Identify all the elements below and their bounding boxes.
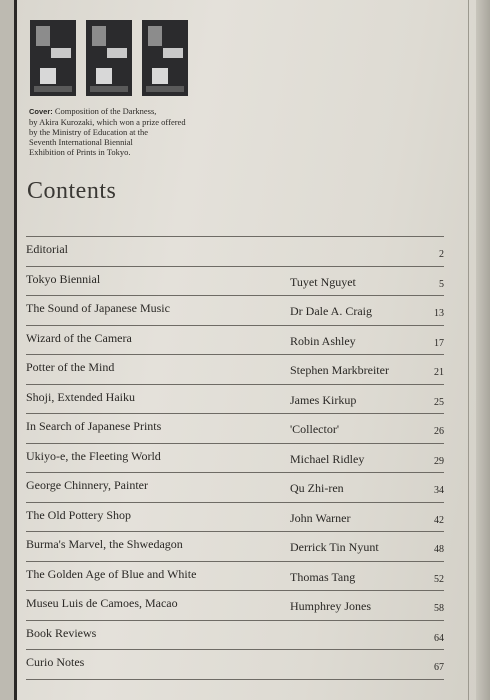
toc-row[interactable] (26, 236, 444, 266)
page-stack-edge (476, 0, 490, 700)
toc-page: 5 (439, 278, 444, 290)
toc-title: Potter of the Mind (26, 360, 115, 374)
toc-title: Curio Notes (26, 655, 85, 669)
toc-author: Humphrey Jones (290, 599, 371, 613)
toc-page: 25 (434, 396, 444, 408)
toc-title: Burma's Marvel, the Shwedagon (26, 537, 183, 551)
toc-author: Tuyet Nguyet (290, 274, 356, 289)
toc-page: 29 (434, 455, 444, 467)
toc-page: 52 (434, 573, 444, 585)
toc-title: Editorial (26, 242, 68, 256)
toc-author: John Warner (290, 510, 351, 525)
toc-page: 42 (434, 514, 444, 526)
toc-author: 'Collector' (290, 422, 339, 436)
toc-page: 17 (434, 337, 444, 349)
toc-row[interactable] (26, 531, 444, 561)
toc-row[interactable] (26, 354, 444, 384)
toc-author: Derrick Tin Nyunt (290, 540, 379, 554)
toc-title: Ukiyo-e, the Fleeting World (26, 448, 161, 463)
toc-page: 21 (434, 367, 444, 378)
toc-row[interactable] (26, 443, 444, 473)
toc-title: The Old Pottery Shop (26, 507, 131, 522)
toc-page: 34 (434, 485, 444, 496)
toc-author: Michael Ridley (290, 451, 365, 466)
toc-row[interactable] (26, 413, 444, 443)
toc-row[interactable] (26, 325, 444, 355)
toc-title: Shoji, Extended Haiku (26, 389, 135, 404)
cover-caption-line: by Akira Kurozaki, which won a prize offered (29, 117, 186, 127)
toc-author: Robin Ashley (290, 333, 356, 348)
toc-author: Dr Dale A. Craig (290, 304, 372, 318)
toc-page: 26 (434, 426, 444, 437)
toc-author: James Kirkup (290, 392, 357, 407)
cover-thumbnails (30, 20, 188, 96)
toc-title: The Golden Age of Blue and White (26, 566, 197, 581)
toc-title: In Search of Japanese Prints (26, 419, 162, 433)
cover-thumbnail (30, 20, 76, 96)
cover-caption (29, 106, 239, 157)
toc-title: Wizard of the Camera (26, 330, 132, 345)
toc-page: 64 (434, 632, 444, 644)
toc-row[interactable] (26, 590, 444, 620)
toc-row[interactable] (26, 384, 444, 414)
cover-caption-line: Exhibition of Prints in Tokyo. (29, 147, 131, 157)
page-edge (468, 0, 469, 700)
toc-row[interactable] (26, 295, 444, 325)
cover-thumbnail (142, 20, 188, 96)
contents-list (26, 236, 444, 680)
toc-page: 2 (439, 249, 444, 260)
cover-caption-line: Seventh International Biennial (29, 137, 133, 147)
toc-author: Qu Zhi-ren (290, 481, 344, 495)
toc-author: Thomas Tang (290, 569, 356, 584)
toc-title: Book Reviews (26, 625, 97, 640)
toc-row[interactable] (26, 502, 444, 532)
toc-row[interactable] (26, 649, 444, 680)
toc-page: 48 (434, 544, 444, 555)
toc-page: 13 (434, 308, 444, 319)
cover-label: Cover: (29, 107, 53, 116)
cover-caption-line: by the Ministry of Education at the (29, 127, 148, 137)
toc-page: 58 (434, 603, 444, 614)
toc-title: Museu Luis de Camoes, Macao (26, 596, 178, 610)
toc-row[interactable] (26, 266, 444, 296)
toc-page: 67 (434, 662, 444, 673)
toc-title: The Sound of Japanese Music (26, 301, 170, 315)
page-binding (14, 0, 17, 700)
contents-heading: Contents (27, 178, 117, 204)
toc-row[interactable] (26, 620, 444, 650)
toc-author: Stephen Markbreiter (290, 363, 389, 377)
toc-row[interactable] (26, 472, 444, 502)
toc-title: George Chinnery, Painter (26, 478, 148, 492)
cover-caption-line: Composition of the Darkness, (52, 106, 157, 116)
cover-thumbnail (86, 20, 132, 96)
toc-row[interactable] (26, 561, 444, 591)
toc-title: Tokyo Biennial (26, 271, 101, 286)
